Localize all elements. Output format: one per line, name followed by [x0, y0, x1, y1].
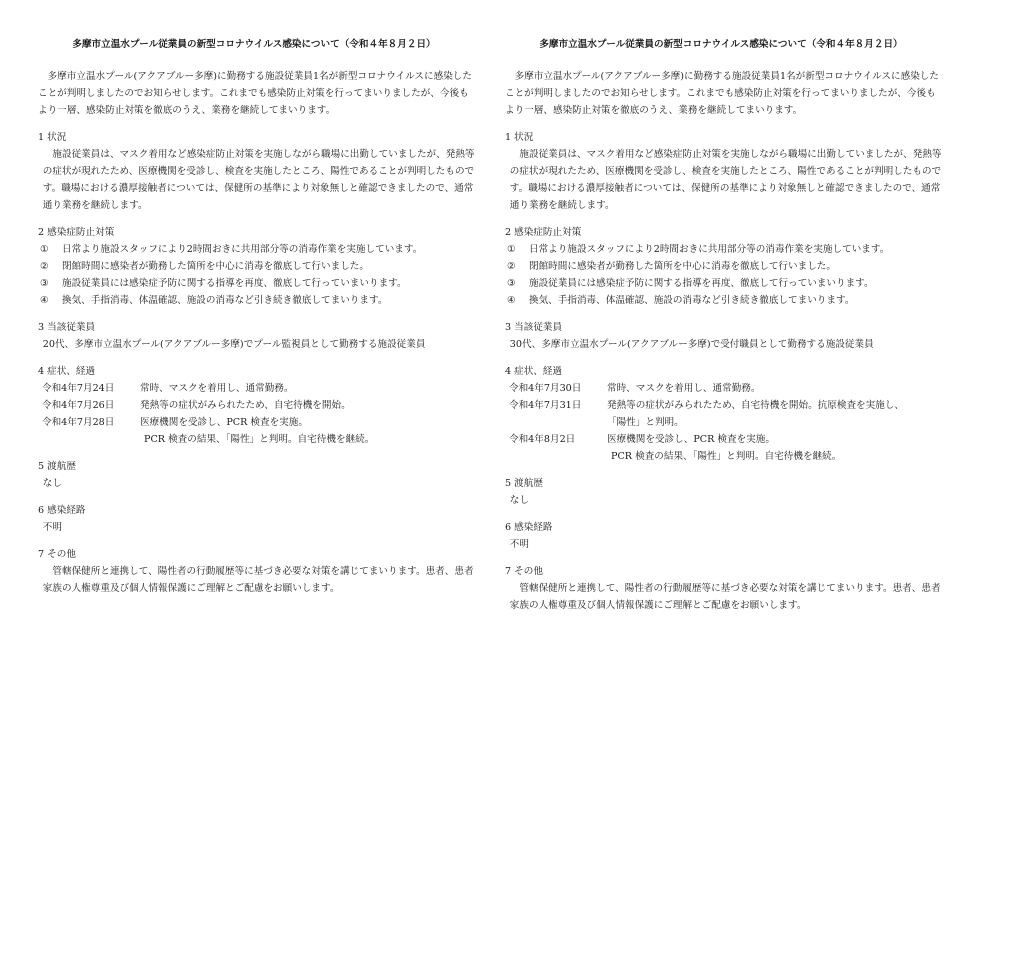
section-body: 施設従業員は、マスク着用など感染症防止対策を実施しながら職場に出勤していましたが、発熱等の症状が現れたため、医療機関を受診し、検査を実施したところ、陽性であることが判明したものです。職場における濃厚接触者については、保健所の基準により対象無しと確認できましたので、通常通り業務を継続します。 [509, 149, 942, 211]
timeline-row [505, 397, 945, 431]
timeline-date: 令和4年8月2日 [509, 434, 576, 445]
item-text: 換気、手指消毒、体温確認、施設の消毒など引き続き徹底してまいります。 [62, 295, 388, 306]
timeline-date: 令和4年7月31日 [509, 400, 582, 411]
section-body: 30代、多摩市立温水プール(アクアブルー多摩)で受付職員として勤務する施設従業員 [509, 339, 874, 350]
timeline-text: 発熱等の症状がみられたため、自宅待機を開始。 [140, 400, 351, 411]
section-heading: 1 状況 [505, 132, 534, 143]
item-text: 閉館時間に感染者が勤務した箇所を中心に消毒を徹底して行いました。 [62, 261, 369, 272]
list-item [507, 292, 945, 309]
list-item [507, 275, 945, 292]
document-title: 多摩市立温水プール従業員の新型コロナウイルス感染について（令和４年８月２日） [72, 39, 436, 50]
timeline-row [38, 397, 478, 414]
item-number: ② [507, 261, 516, 272]
timeline-text: 医療機関を受診し、PCR 検査を実施。 [607, 434, 775, 445]
document-title: 多摩市立温水プール従業員の新型コロナウイルス感染について（令和４年８月２日） [539, 39, 903, 50]
prevention-list [38, 241, 478, 309]
section-travel-history [38, 458, 478, 492]
section-body: 20代、多摩市立温水プール(アクアブルー多摩)でプール監視員として勤務する施設従業員 [42, 339, 426, 350]
section-timeline [505, 363, 945, 465]
section-infection-route [38, 502, 478, 536]
list-item [40, 275, 478, 292]
section-body: 不明 [42, 522, 62, 533]
notice-page-right [505, 36, 945, 624]
section-heading: 5 渡航歴 [505, 478, 543, 489]
section-heading: 6 感染経路 [505, 522, 553, 533]
item-text: 換気、手指消毒、体温確認、施設の消毒など引き続き徹底してまいります。 [529, 295, 855, 306]
item-number: ③ [507, 278, 516, 289]
section-body: 管轄保健所と連携して、陽性者の行動履歴等に基づき必要な対策を講じてまいります。患者、患者家族の人権尊重及び個人情報保護にご理解とご配慮をお願いします。 [509, 583, 941, 611]
timeline-row [38, 414, 478, 448]
section-heading: 7 その他 [38, 549, 76, 560]
intro-paragraph: 多摩市立温水プール(アクアブルー多摩)に勤務する施設従業員1名が新型コロナウイルスに感染したことが判明しましたのでお知らせします。これまでも感染防止対策を行ってまいりましたが、今後もより一層、感染防止対策を徹底のうえ、業務を継続してまいります。 [505, 71, 939, 116]
section-heading: 4 症状、経過 [38, 366, 96, 377]
prevention-list [505, 241, 945, 309]
list-item [507, 241, 945, 258]
timeline-text: 常時、マスクを着用し、通常勤務。 [140, 383, 294, 394]
timeline-row [38, 380, 478, 397]
section-prevention [505, 224, 945, 309]
intro-paragraph: 多摩市立温水プール(アクアブルー多摩)に勤務する施設従業員1名が新型コロナウイルスに感染したことが判明しましたのでお知らせします。これまでも感染防止対策を行ってまいりましたが、今後もより一層、感染防止対策を徹底のうえ、業務を継続してまいります。 [38, 71, 472, 116]
section-travel-history [505, 475, 945, 509]
section-other [505, 563, 945, 614]
item-text: 日常より施設スタッフにより2時間おきに共用部分等の消毒作業を実施しています。 [529, 244, 890, 255]
section-employee [38, 319, 478, 353]
section-other [38, 546, 478, 597]
item-number: ④ [40, 295, 49, 306]
timeline-text: PCR 検査の結果、「陽性」と判明。自宅待機を継続。 [144, 434, 375, 445]
item-text: 閉館時間に感染者が勤務した箇所を中心に消毒を徹底して行いました。 [529, 261, 836, 272]
list-item [507, 258, 945, 275]
item-text: 日常より施設スタッフにより2時間おきに共用部分等の消毒作業を実施しています。 [62, 244, 423, 255]
section-body: 施設従業員は、マスク着用など感染症防止対策を実施しながら職場に出勤していましたが、発熱等の症状が現れたため、医療機関を受診し、検査を実施したところ、陽性であることが判明したものです。職場における濃厚接触者については、保健所の基準により対象無しと確認できましたので、通常通り業務を継続します。 [42, 149, 475, 211]
item-text: 施設従業員には感染症予防に関する指導を再度、徹底して行っていまいります。 [529, 278, 874, 289]
section-status [38, 129, 478, 214]
section-heading: 2 感染症防止対策 [505, 227, 582, 238]
notice-page-left [38, 36, 478, 607]
list-item [40, 241, 478, 258]
timeline [38, 380, 478, 448]
section-body: なし [509, 495, 529, 506]
timeline-text: 医療機関を受診し、PCR 検査を実施。 [140, 417, 308, 428]
timeline-date: 令和4年7月24日 [42, 383, 115, 394]
timeline-text: 常時、マスクを着用し、通常勤務。 [607, 383, 761, 394]
item-number: ① [40, 244, 49, 255]
section-heading: 3 当該従業員 [38, 322, 96, 333]
section-heading: 3 当該従業員 [505, 322, 563, 333]
timeline-text: PCR 検査の結果、「陽性」と判明。自宅待機を継続。 [611, 451, 842, 462]
list-item [40, 258, 478, 275]
section-body: 不明 [509, 539, 529, 550]
section-status [505, 129, 945, 214]
timeline [505, 380, 945, 465]
section-infection-route [505, 519, 945, 553]
section-employee [505, 319, 945, 353]
section-prevention [38, 224, 478, 309]
list-item [40, 292, 478, 309]
item-text: 施設従業員には感染症予防に関する指導を再度、徹底して行っていまいります。 [62, 278, 407, 289]
section-heading: 6 感染経路 [38, 505, 86, 516]
section-heading: 1 状況 [38, 132, 67, 143]
section-body: 管轄保健所と連携して、陽性者の行動履歴等に基づき必要な対策を講じてまいります。患者、患者家族の人権尊重及び個人情報保護にご理解とご配慮をお願いします。 [42, 566, 474, 594]
section-heading: 4 症状、経過 [505, 366, 563, 377]
section-timeline [38, 363, 478, 448]
section-heading: 5 渡航歴 [38, 461, 76, 472]
timeline-text: 発熱等の症状がみられたため、自宅待機を開始。抗原検査を実施し、 [607, 400, 905, 411]
timeline-date: 令和4年7月26日 [42, 400, 115, 411]
item-number: ① [507, 244, 516, 255]
timeline-date: 令和4年7月30日 [509, 383, 582, 394]
timeline-date: 令和4年7月28日 [42, 417, 115, 428]
item-number: ② [40, 261, 49, 272]
item-number: ④ [507, 295, 516, 306]
section-heading: 7 その他 [505, 566, 543, 577]
section-heading: 2 感染症防止対策 [38, 227, 115, 238]
timeline-text: 「陽性」と判明。 [607, 417, 684, 428]
item-number: ③ [40, 278, 49, 289]
timeline-row [505, 431, 945, 465]
section-body: なし [42, 478, 62, 489]
timeline-row [505, 380, 945, 397]
